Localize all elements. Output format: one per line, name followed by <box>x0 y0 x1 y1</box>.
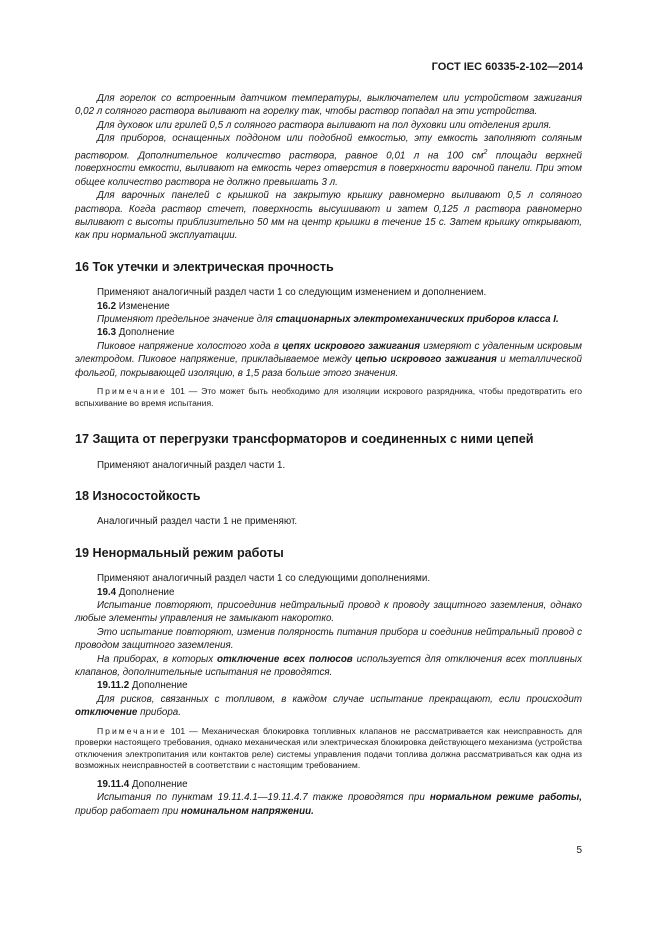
paragraph-burners: Для горелок со встроенным датчиком температуры, выключателем или устройством зажигания 0,02 л соляного раствора выливают на горелку так, чтобы раствор попадал на эти устройства. <box>75 93 582 118</box>
paragraph-lids: Для варочных панелей с крышкой на закрытую крышку равномерно выливают 0,5 л соляного раствора. Когда раствор стечет, поверхность высушивают и затем 0,125 л раствора равномерно выливают с высоты приблизительно 50 мм на центр крышки в течение 15 с. Затем крышку открывают, как при нормальной эксплуатации. <box>75 190 582 242</box>
note-101-section-19: Примечание 101 — Механическая блокировка топливных клапанов не рассматривается как неисправность для проверки настоящего требования, однако механическая или электрическая блокировка действующего механизма (устройства отключения электропитания или контактов реле) системы управления подачи топлива должна рассматриваться как одна из возможных неисправностей в соответствии с настоящим требованием. <box>75 725 582 771</box>
superscript: 2 <box>483 148 488 156</box>
clause-16-2: 16.2 Изменение <box>97 300 170 312</box>
clause-16-3: 16.3 Дополнение <box>97 327 175 339</box>
section-heading-18: 18 Износостойкость <box>75 488 201 503</box>
paragraph: Применяют аналогичный раздел части 1 со следующим изменением и дополнением. <box>97 287 487 299</box>
section-heading-19: 19 Ненормальный режим работы <box>75 545 284 560</box>
paragraph: Это испытание повторяют, изменив полярность питания прибора и соединив нейтральный провод с проводом защитного заземления. <box>75 626 582 652</box>
paragraph: Применяют предельное значение для стационарных электромеханических приборов класса I. <box>97 313 559 325</box>
note-101-section-16: Примечание 101 — Это может быть необходимо для изоляции искрового разрядника, чтобы предотвратить его вспыхивание во время испытания. <box>75 385 582 408</box>
clause-19-11-2: 19.11.2 Дополнение <box>97 680 188 692</box>
clause-19-4: 19.4 Дополнение <box>97 586 175 598</box>
clause-19-11-4: 19.11.4 Дополнение <box>97 779 188 791</box>
paragraph: Для рисков, связанных с топливом, в каждом случае испытание прекращают, если происходит отключение прибора. <box>75 693 582 719</box>
section-heading-16: 16 Ток утечки и электрическая прочность <box>75 259 334 274</box>
paragraph: Испытание повторяют, присоединив нейтральный провод к проводу защитного заземления, однако любые элементы управления не замыкают накоротко. <box>75 600 582 625</box>
paragraph: Применяют аналогичный раздел части 1. <box>97 459 286 471</box>
paragraph: На приборах, в которых отключение всех полюсов используется для отключения всех топливных клапанов, дополнительные испытания не проводятся. <box>75 653 582 679</box>
paragraph: Аналогичный раздел части 1 не применяют. <box>97 516 298 528</box>
section-heading-17: 17 Защита от перегрузки трансформаторов и соединенных с ними цепей <box>75 432 534 447</box>
page-number: 5 <box>576 845 582 856</box>
page-content <box>75 92 582 818</box>
paragraph: Пиковое напряжение холостого хода в цепях искрового зажигания измеряют с удаленным искровым электродом. Пиковое напряжение, прикладываемое между цепью искрового зажигания и металлической фольгой, покрывающей изоляцию, в 1,5 раза больше этого значения. <box>75 340 583 379</box>
paragraph: Применяют аналогичный раздел части 1 со следующими дополнениями. <box>97 573 431 585</box>
standard-header: ГОСТ IEC 60335-2-102—2014 <box>431 61 583 73</box>
paragraph-ovens: Для духовок или грилей 0,5 л соляного раствора выливают на пол духовки или отделения гриля. <box>97 119 552 131</box>
paragraph-trays: Для приборов, оснащенных поддоном или подобной емкостью, эту емкость заполняют соляным раствором. Дополнительное количество раствора, равное 0,01 л на 100 $см^2$ площади верхней поверхности емкости, выливают на емкость через отверстия в поверхности варочной панели. При этом общее количество раствора не должно превышать 3 л. <box>75 133 583 188</box>
paragraph: Испытания по пунктам 19.11.4.1—19.11.4.7 также проводятся при нормальном режиме работы, прибор работает при номинальном напряжении. <box>75 792 583 817</box>
